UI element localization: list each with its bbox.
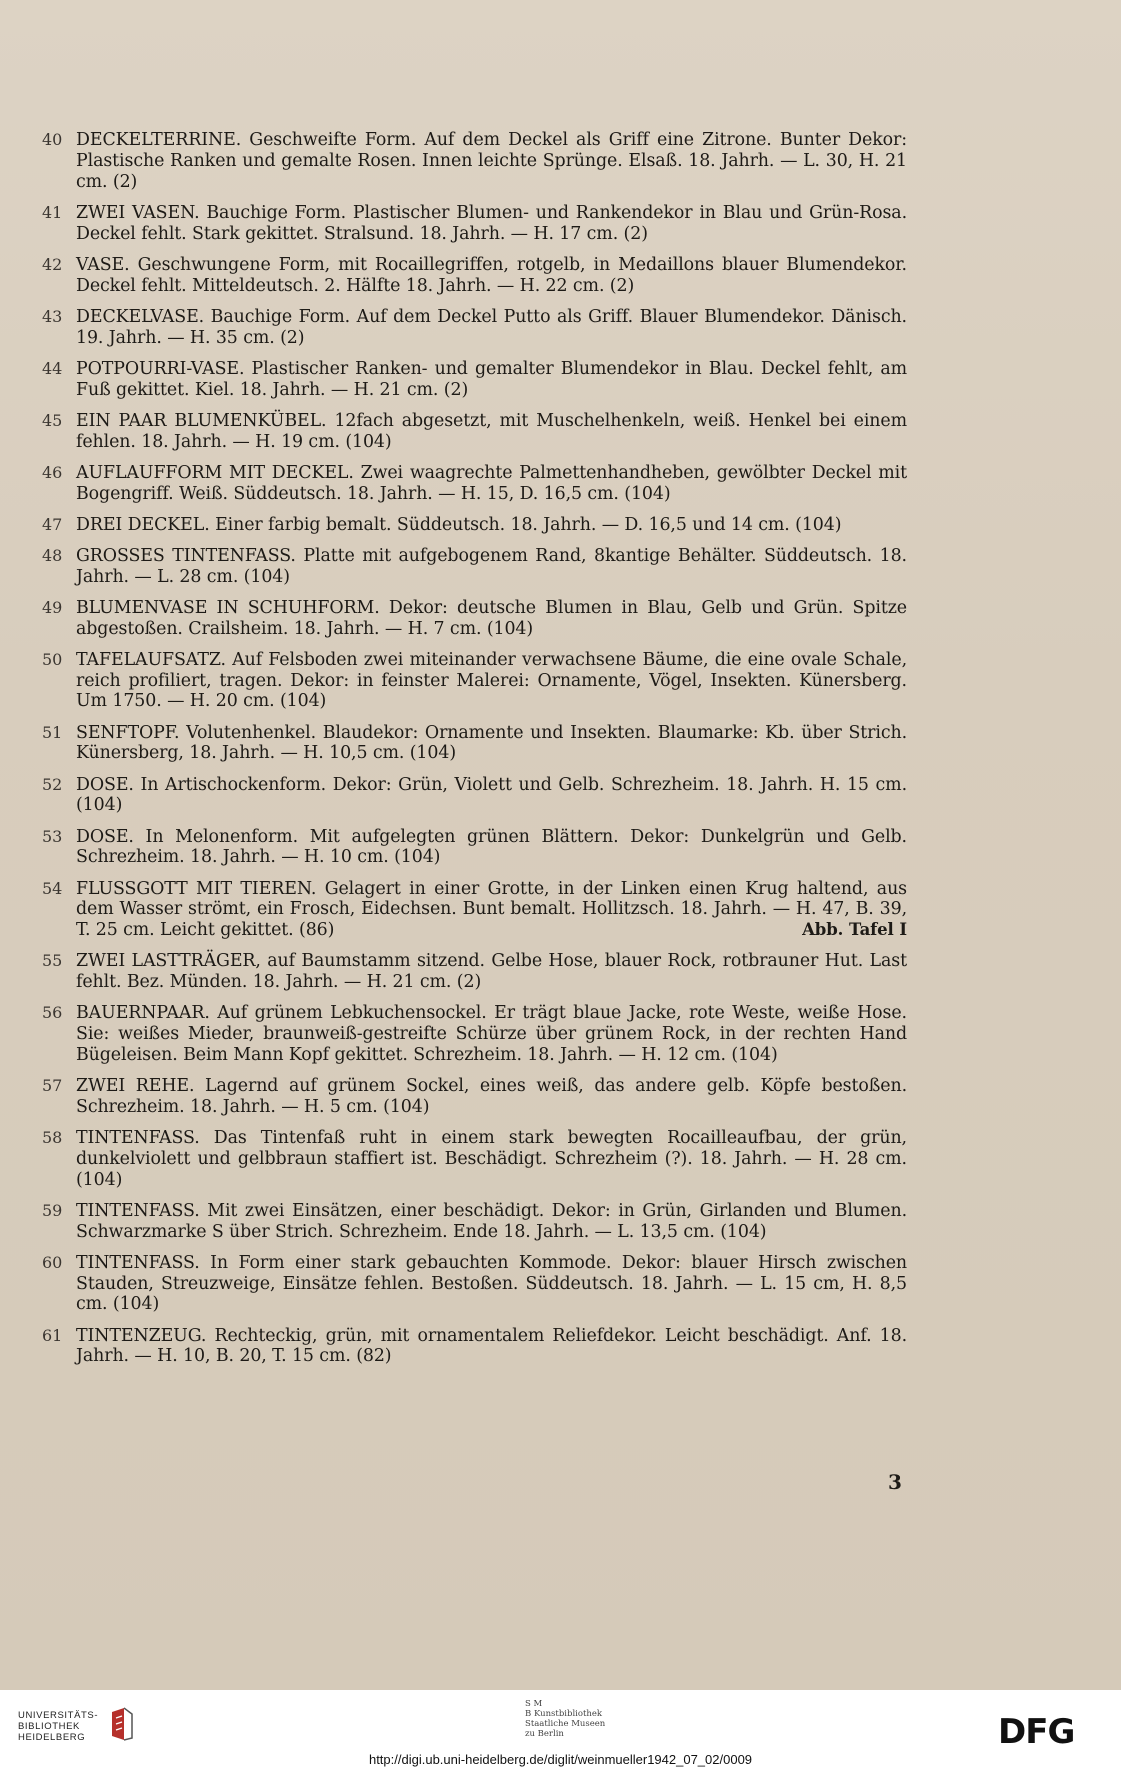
entry-number: 46 xyxy=(42,462,63,482)
catalog-entry xyxy=(42,255,907,297)
catalog-entry xyxy=(42,130,907,192)
entry-body: FLUSSGOTT MIT TIEREN. Gelagert in einer Grotte, in der Linken einen Krug haltend, aus dem Wasser strömt, ein Frosch, Eidechsen. Bunt bemalt. Hollitzsch. 18. Jahrh. — H. 47, B. 39, T. 25 cm. Leicht gekittet. (86) xyxy=(76,878,907,941)
catalog-entry xyxy=(42,598,907,640)
entry-text: DECKELTERRINE. Geschweifte Form. Auf dem Deckel als Griff eine Zitrone. Bunter Dekor: Plastische Ranken und gemalte Rosen. Innen leichte Sprünge. Elsaß. 18. Jahrh. — L. 30, H. 21 cm. (2) xyxy=(76,130,907,192)
stamp-line: zu Berlin xyxy=(525,1729,564,1739)
entry-number: 53 xyxy=(42,826,63,846)
catalog-entry xyxy=(42,1253,907,1315)
entry-number: 48 xyxy=(42,545,63,565)
catalog-entry xyxy=(42,1003,907,1065)
stamp-line: S M xyxy=(525,1699,543,1709)
entry-number: 41 xyxy=(42,202,63,222)
entry-number: 57 xyxy=(42,1076,63,1096)
entry-text: ZWEI VASEN. Bauchige Form. Plastischer Blumen- und Rankendekor in Blau und Grün-Rosa. Deckel fehlt. Stark gekittet. Stralsund. 18. Jahrh. — H. 17 cm. (2) xyxy=(76,202,907,244)
catalog-entry xyxy=(42,723,907,765)
entry-text: ZWEI LASTTRÄGER, auf Baumstamm sitzend. Gelbe Hose, blauer Rock, rotbrauner Hut. Last fehlt. Bez. Münden. 18. Jahrh. — H. 21 cm. (2) xyxy=(76,951,907,993)
entry-number: 60 xyxy=(42,1252,63,1272)
entry-text: POTPOURRI-VASE. Plastischer Ranken- und gemalter Blumendekor in Blau. Deckel fehlt, am Fuß gekittet. Kiel. 18. Jahrh. — H. 21 cm. (2) xyxy=(76,358,907,400)
catalog-entry xyxy=(42,546,907,588)
page-number: 3 xyxy=(888,1470,902,1494)
entry-text: BLUMENVASE IN SCHUHFORM. Dekor: deutsche Blumen in Blau, Gelb und Grün. Spitze abgestoßen. Crailsheim. 18. Jahrh. — H. 7 cm. (104) xyxy=(76,597,907,639)
entry-text: GROSSES TINTENFASS. Platte mit aufgebogenem Rand, 8kantige Behälter. Süddeutsch. 18. Jahrh. — L. 28 cm. (104) xyxy=(76,545,907,587)
entry-text: BAUERNPAAR. Auf grünem Lebkuchensockel. Er trägt blaue Jacke, rote Weste, weiße Hose. Sie: weißes Mieder, braunweiß-gestreifte Schürze über grünem Rock, in der rechten Hand Bügeleisen. Beim Mann Kopf gekittet. Schrezheim. 18. Jahrh. — H. 12 cm. (104) xyxy=(76,1003,907,1065)
entry-text: AUFLAUFFORM MIT DECKEL. Zwei waagrechte Palmettenhandheben, gewölbter Deckel mit Bogengriff. Weiß. Süddeutsch. 18. Jahrh. — H. 15, D. 16,5 cm. (104) xyxy=(76,462,907,504)
entry-text: TINTENZEUG. Rechteckig, grün, mit ornamentalem Reliefdekor. Leicht beschädigt. Anf. 18. Jahrh. — H. 10, B. 20, T. 15 cm. (82) xyxy=(76,1325,907,1367)
entry-text: TINTENFASS. Das Tintenfaß ruht in einem stark bewegten Rocailleaufbau, der grün, dunkelviolett und gelbbraun staffiert ist. Beschädigt. Schrezheim (?). 18. Jahrh. — H. 28 cm. (104) xyxy=(76,1128,907,1190)
entry-number: 43 xyxy=(42,306,63,326)
catalog-entry xyxy=(42,515,907,536)
entry-number: 55 xyxy=(42,951,63,971)
stamp-line: B Kunstbibliothek xyxy=(525,1709,603,1719)
catalog-entry xyxy=(42,1201,907,1243)
entry-number: 56 xyxy=(42,1003,63,1023)
entry-number: 42 xyxy=(42,254,63,274)
catalog-entry xyxy=(42,879,907,941)
entry-number: 45 xyxy=(42,410,63,430)
entry-text: DECKELVASE. Bauchige Form. Auf dem Deckel Putto als Griff. Blauer Blumendekor. Dänisch. 19. Jahrh. — H. 35 cm. (2) xyxy=(76,306,907,348)
catalog-entry xyxy=(42,359,907,401)
uni-logo-line: HEIDELBERG xyxy=(18,1732,86,1743)
entry-text: TINTENFASS. Mit zwei Einsätzen, einer beschädigt. Dekor: in Grün, Girlanden und Blumen. Schwarzmarke S über Strich. Schrezheim. Ende 18. Jahrh. — L. 13,5 cm. (104) xyxy=(76,1200,907,1242)
entry-text: TINTENFASS. In Form einer stark gebauchten Kommode. Dekor: blauer Hirsch zwischen Stauden, Streuzweige, Einsätze fehlen. Bestoßen. Süddeutsch. 18. Jahrh. — L. 15 cm, H. 8,5 cm. (104) xyxy=(76,1252,907,1315)
uni-logo-line: BIBLIOTHEK xyxy=(18,1721,80,1732)
digitization-footer xyxy=(0,1690,1121,1769)
entry-number: 44 xyxy=(42,358,63,378)
catalog-entry xyxy=(42,827,907,869)
entry-number: 58 xyxy=(42,1128,63,1148)
uni-logo-line: UNIVERSITÄTS- xyxy=(18,1710,99,1721)
entry-number: 40 xyxy=(42,130,63,149)
entry-text: EIN PAAR BLUMENKÜBEL. 12fach abgesetzt, mit Muschelhenkeln, weiß. Henkel bei einem fehlen. 18. Jahrh. — H. 19 cm. (104) xyxy=(76,410,907,452)
entry-number: 59 xyxy=(42,1200,63,1220)
catalog-entries xyxy=(42,130,907,1378)
entry-text: DOSE. In Melonenform. Mit aufgelegten grünen Blättern. Dekor: Dunkelgrün und Gelb. Schrezheim. 18. Jahrh. — H. 10 cm. (104) xyxy=(76,826,907,868)
entry-text: ZWEI REHE. Lagernd auf grünem Sockel, eines weiß, das andere gelb. Köpfe bestoßen. Schrezheim. 18. Jahrh. — H. 5 cm. (104) xyxy=(76,1076,907,1117)
entry-text: TAFELAUFSATZ. Auf Felsboden zwei miteinander verwachsene Bäume, die eine ovale Schale, reich profiliert, tragen. Dekor: in feinster Malerei: Ornamente, Vögel, Insekten. Künersberg. Um 1750. — H. 20 cm. (104) xyxy=(76,649,907,712)
catalog-entry xyxy=(42,775,907,817)
catalog-entry xyxy=(42,650,907,712)
entry-number: 61 xyxy=(42,1325,63,1345)
entry-number: 47 xyxy=(42,514,63,534)
entry-number: 49 xyxy=(42,597,63,617)
stamp-line: Staatliche Museen xyxy=(525,1719,606,1729)
catalog-entry xyxy=(42,1326,907,1368)
entry-text xyxy=(76,879,907,941)
catalog-entry xyxy=(42,951,907,993)
entry-number: 50 xyxy=(42,649,63,669)
entry-number: 51 xyxy=(42,722,63,742)
catalog-entry xyxy=(42,203,907,245)
university-library-logo[interactable] xyxy=(18,1710,98,1743)
entry-text: VASE. Geschwungene Form, mit Rocaillegriffen, rotgelb, in Medaillons blauer Blumendekor. Deckel fehlt. Mitteldeutsch. 2. Hälfte 18. Jahrh. — H. 22 cm. (2) xyxy=(76,254,907,296)
entry-number: 54 xyxy=(42,878,63,898)
plate-reference: Abb. Tafel I xyxy=(802,920,907,940)
catalog-entry xyxy=(42,1128,907,1190)
entry-text: SENFTOPF. Volutenhenkel. Blaudekor: Ornamente und Insekten. Blaumarke: Kb. über Strich. Künersberg, 18. Jahrh. — H. 10,5 cm. (104) xyxy=(76,722,907,764)
catalog-entry xyxy=(42,1076,907,1118)
catalog-entry xyxy=(42,307,907,349)
entry-text: DREI DECKEL. Einer farbig bemalt. Süddeutsch. 18. Jahrh. — D. 16,5 und 14 cm. (104) xyxy=(76,514,842,535)
museum-stamp xyxy=(525,1699,605,1739)
catalog-entry xyxy=(42,463,907,505)
catalog-entry xyxy=(42,411,907,453)
dfg-logo[interactable]: DFG xyxy=(998,1712,1075,1752)
entry-text: DOSE. In Artischockenform. Dekor: Grün, Violett und Gelb. Schrezheim. 18. Jahrh. H. 15 cm. (104) xyxy=(76,774,907,816)
library-emblem-icon xyxy=(106,1706,136,1744)
entry-number: 52 xyxy=(42,774,63,794)
permalink-url[interactable]: http://digi.ub.uni-heidelberg.de/diglit/weinmueller1942_07_02/0009 xyxy=(368,1752,753,1767)
